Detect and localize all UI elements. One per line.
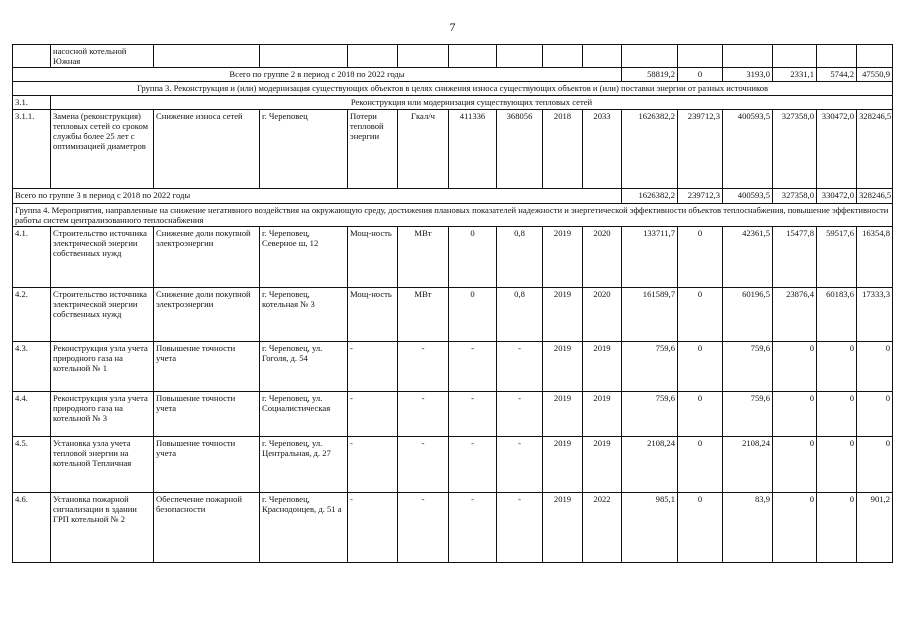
year-cell: 17333,3 xyxy=(857,288,893,342)
year-cell: 0 xyxy=(678,342,723,392)
section-title: Реконструкция или модернизация существующих тепловых сетей xyxy=(51,96,893,110)
table-row xyxy=(13,227,893,288)
year-cell: 5744,2 xyxy=(817,68,857,82)
row-number: 3.1. xyxy=(13,96,51,110)
row-number: 4.3. xyxy=(13,342,51,392)
year-cell: 0 xyxy=(817,493,857,563)
row-indicator: - xyxy=(348,493,398,563)
row-purpose: Повышение точности учета xyxy=(154,342,260,392)
table-row xyxy=(13,288,893,342)
row-start: 2019 xyxy=(543,288,583,342)
group-header-row xyxy=(13,204,893,227)
row-after: - xyxy=(497,493,543,563)
row-start: 2019 xyxy=(543,342,583,392)
group-header: Группа 3. Реконструкция и (или) модернизация существующих объектов в целях снижения износа существующих объектов и (или) поставки энергии от разных источников xyxy=(13,82,893,96)
row-name: Реконструкция узла учета природного газа на котельной № 3 xyxy=(51,392,154,437)
group-total-row xyxy=(13,68,893,82)
row-location: г. Череповец, ул. Гоголя, д. 54 xyxy=(260,342,348,392)
row-name: Замена (реконструкция) тепловых сетей со сроком службы более 25 лет с оптимизацией диаметров xyxy=(51,110,154,189)
row-end: 2019 xyxy=(583,342,622,392)
row-before: - xyxy=(449,437,497,493)
year-cell: 759,6 xyxy=(723,392,773,437)
year-cell: 0 xyxy=(773,392,817,437)
row-after: 0,8 xyxy=(497,227,543,288)
row-location: г. Череповец, ул. Центральная, д. 27 xyxy=(260,437,348,493)
group-total-label: Всего по группе 2 в период с 2018 по 2022 годы xyxy=(13,68,622,82)
table-row xyxy=(13,110,893,189)
year-cell: 3193,0 xyxy=(723,68,773,82)
total-cell: 759,6 xyxy=(622,392,678,437)
row-purpose: Снижение доли покупной электроэнергии xyxy=(154,288,260,342)
row-unit: - xyxy=(398,392,449,437)
row-name: насосной котельной Южная xyxy=(51,45,154,68)
row-end: 2033 xyxy=(583,110,622,189)
row-location: г. Череповец, Северное ш, 12 xyxy=(260,227,348,288)
row-before: - xyxy=(449,342,497,392)
year-cell: 0 xyxy=(678,437,723,493)
row-indicator: - xyxy=(348,342,398,392)
row-before: 0 xyxy=(449,227,497,288)
year-cell: 400593,5 xyxy=(723,189,773,204)
row-start: 2018 xyxy=(543,110,583,189)
section-row xyxy=(13,96,893,110)
table-row xyxy=(13,45,893,68)
row-location: г. Череповец, Краснодонцев, д. 51 а xyxy=(260,493,348,563)
year-cell: 759,6 xyxy=(723,342,773,392)
row-location: г. Череповец xyxy=(260,110,348,189)
total-cell: 133711,7 xyxy=(622,227,678,288)
year-cell: 901,2 xyxy=(857,493,893,563)
year-cell: 239712,3 xyxy=(678,189,723,204)
row-name: Установка узла учета тепловой энергии на котельной Тепличная xyxy=(51,437,154,493)
year-cell: 0 xyxy=(773,493,817,563)
row-unit: - xyxy=(398,493,449,563)
group-header-row xyxy=(13,82,893,96)
table-row xyxy=(13,342,893,392)
year-cell: 0 xyxy=(678,227,723,288)
row-start: 2019 xyxy=(543,392,583,437)
year-cell: 0 xyxy=(678,392,723,437)
year-cell: 239712,3 xyxy=(678,110,723,189)
row-number: 3.1.1. xyxy=(13,110,51,189)
row-unit: Гкал/ч xyxy=(398,110,449,189)
total-cell: 58819,2 xyxy=(622,68,678,82)
table-row xyxy=(13,493,893,563)
row-end: 2019 xyxy=(583,392,622,437)
row-indicator: Потери тепловой энергии xyxy=(348,110,398,189)
total-cell: 985,1 xyxy=(622,493,678,563)
year-cell: 83,9 xyxy=(723,493,773,563)
row-number: 4.6. xyxy=(13,493,51,563)
year-cell: 328246,5 xyxy=(857,189,893,204)
year-cell: 59517,6 xyxy=(817,227,857,288)
row-end: 2019 xyxy=(583,437,622,493)
row-number: 4.5. xyxy=(13,437,51,493)
year-cell: 0 xyxy=(678,493,723,563)
total-cell: 2108,24 xyxy=(622,437,678,493)
row-indicator: - xyxy=(348,437,398,493)
row-before: - xyxy=(449,392,497,437)
row-location: г. Череповец, котельная № 3 xyxy=(260,288,348,342)
investment-program-table xyxy=(12,44,893,563)
row-purpose: Снижение доли покупной электроэнергии xyxy=(154,227,260,288)
row-indicator: Мощ-ность xyxy=(348,227,398,288)
row-name: Строительство источника электрической энергии собственных нужд xyxy=(51,288,154,342)
group-header: Группа 4. Мероприятия, направленные на снижение негативного воздействия на окружающую среду, достижения плановых показателей надежности и энергетической эффективности объектов теплоснабжения, повышение эффективности работы систем централизованного теплоснабжения xyxy=(13,204,893,227)
year-cell: 60183,6 xyxy=(817,288,857,342)
row-after: 368056 xyxy=(497,110,543,189)
year-cell: 2108,24 xyxy=(723,437,773,493)
year-cell: 330472,0 xyxy=(817,110,857,189)
row-end: 2020 xyxy=(583,288,622,342)
year-cell: 0 xyxy=(817,392,857,437)
row-indicator: Мощ-ность xyxy=(348,288,398,342)
row-purpose: Обеспечение пожарной безопасности xyxy=(154,493,260,563)
total-cell: 1626382,2 xyxy=(622,110,678,189)
year-cell: 42361,5 xyxy=(723,227,773,288)
year-cell: 328246,5 xyxy=(857,110,893,189)
row-before: 411336 xyxy=(449,110,497,189)
row-start: 2019 xyxy=(543,437,583,493)
year-cell: 0 xyxy=(817,437,857,493)
row-purpose: Повышение точности учета xyxy=(154,437,260,493)
row-before: 0 xyxy=(449,288,497,342)
year-cell: 15477,8 xyxy=(773,227,817,288)
row-name: Установка пожарной сигнализации в здании ГРП котельной № 2 xyxy=(51,493,154,563)
year-cell: 0 xyxy=(857,437,893,493)
row-number: 4.4. xyxy=(13,392,51,437)
row-unit: МВт xyxy=(398,288,449,342)
row-location: г. Череповец, ул. Социалистическая xyxy=(260,392,348,437)
row-after: 0,8 xyxy=(497,288,543,342)
row-name: Реконструкция узла учета природного газа на котельной № 1 xyxy=(51,342,154,392)
row-unit: МВт xyxy=(398,227,449,288)
row-unit: - xyxy=(398,342,449,392)
year-cell: 400593,5 xyxy=(723,110,773,189)
year-cell: 23876,4 xyxy=(773,288,817,342)
row-name: Строительство источника электрической энергии собственных нужд xyxy=(51,227,154,288)
row-after: - xyxy=(497,437,543,493)
group-total-label: Всего по группе 3 в период с 2018 по 2022 годы xyxy=(13,189,622,204)
group-total-row xyxy=(13,189,893,204)
year-cell: 0 xyxy=(678,288,723,342)
total-cell: 1626382,2 xyxy=(622,189,678,204)
row-number: 4.2. xyxy=(13,288,51,342)
row-start: 2019 xyxy=(543,227,583,288)
row-purpose: Повышение точности учета xyxy=(154,392,260,437)
table-row xyxy=(13,437,893,493)
year-cell: 0 xyxy=(773,437,817,493)
row-unit: - xyxy=(398,437,449,493)
row-indicator: - xyxy=(348,392,398,437)
year-cell: 327358,0 xyxy=(773,189,817,204)
row-after: - xyxy=(497,342,543,392)
year-cell: 0 xyxy=(678,68,723,82)
year-cell: 47550,9 xyxy=(857,68,893,82)
year-cell: 327358,0 xyxy=(773,110,817,189)
year-cell: 60196,5 xyxy=(723,288,773,342)
year-cell: 16354,8 xyxy=(857,227,893,288)
year-cell: 0 xyxy=(857,342,893,392)
row-end: 2022 xyxy=(583,493,622,563)
row-end: 2020 xyxy=(583,227,622,288)
year-cell: 0 xyxy=(817,342,857,392)
row-after: - xyxy=(497,392,543,437)
page-number: 7 xyxy=(449,20,456,34)
row-purpose: Снижение износа сетей xyxy=(154,110,260,189)
row-number: 4.1. xyxy=(13,227,51,288)
row-start: 2019 xyxy=(543,493,583,563)
year-cell: 0 xyxy=(773,342,817,392)
year-cell: 0 xyxy=(857,392,893,437)
year-cell: 2331,1 xyxy=(773,68,817,82)
year-cell: 330472,0 xyxy=(817,189,857,204)
row-before: - xyxy=(449,493,497,563)
total-cell: 759,6 xyxy=(622,342,678,392)
total-cell: 161589,7 xyxy=(622,288,678,342)
table-row xyxy=(13,392,893,437)
